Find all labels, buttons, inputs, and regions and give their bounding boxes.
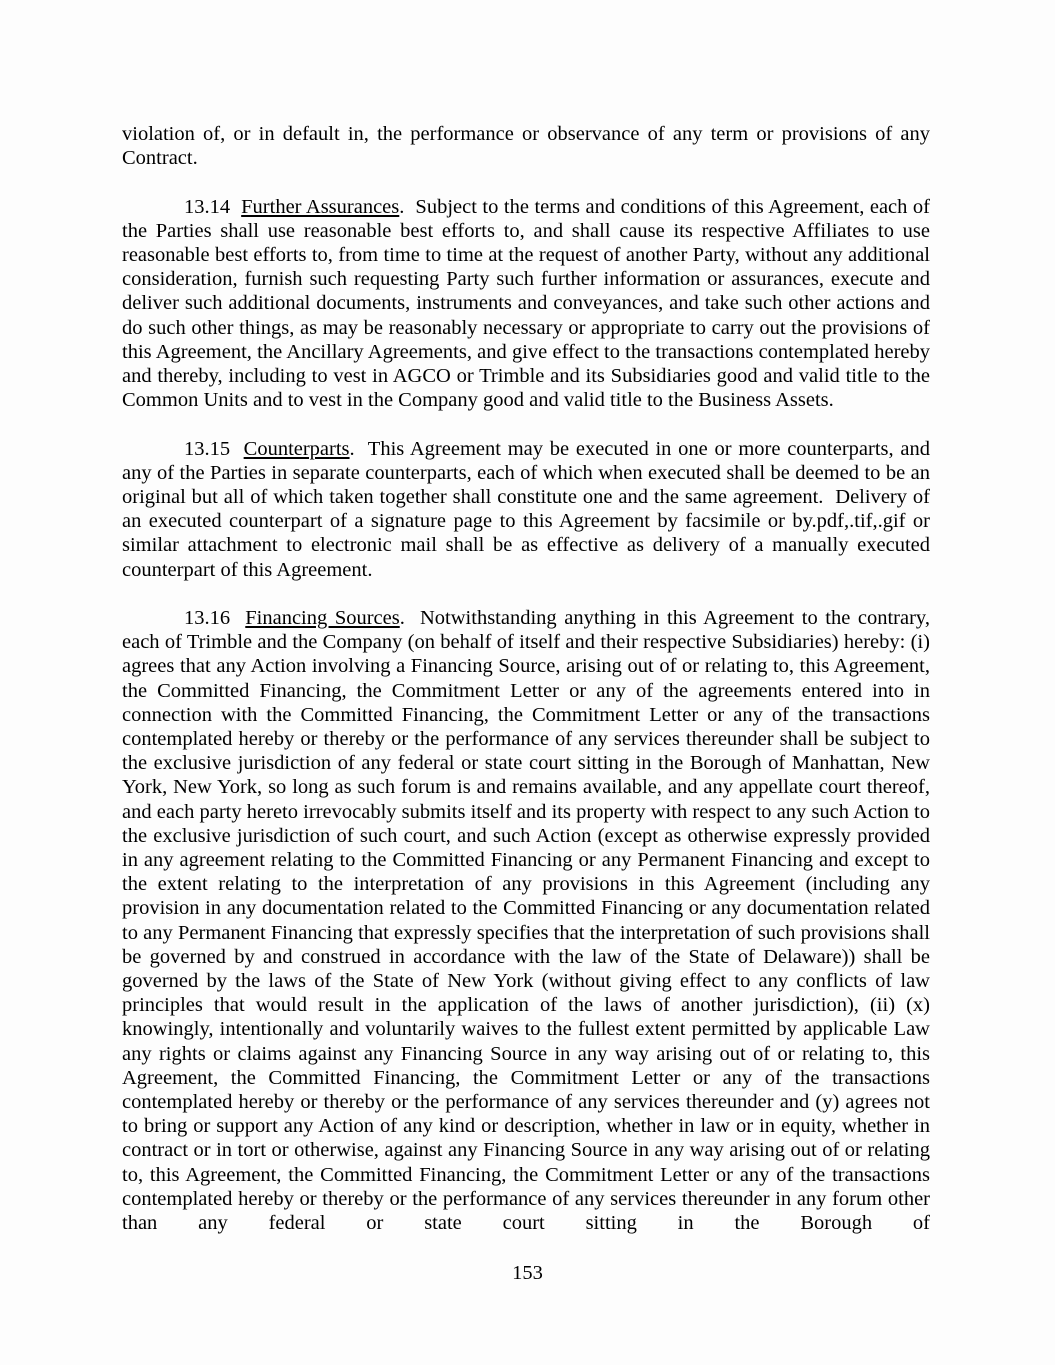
- section-heading: Counterparts: [243, 437, 350, 460]
- section-body: . Notwithstanding anything in this Agreement to the contrary, each of Trimble and the Company (on behalf of itself and their respective Subsidiaries) hereby: (i) agrees that any Action involving a Financing Source, arising out of or relating to, this Agreement, the Committed Financing, the Commitment Letter or any of the agreements entered into in connection with the Committed Financing, the Commitment Letter or any of the transactions contemplated hereby or thereby or the performance of any services thereunder shall be subject to the exclusive jurisdiction of any federal or state court sitting in the Borough of Manhattan, New York, New York, so long as such forum is and remains available, and any appellate court thereof, and each party hereto irrevocably submits itself and its property with respect to any such Action to the exclusive jurisdiction of such court, and such Action (except as otherwise expressly provided in any agreement relating to the Committed Financing or any Permanent Financing and except to the extent relating to the interpretation of any provisions in this Agreement (including any provision in any documentation related to the Committed Financing or any documentation related to any Permanent Financing that expressly specifies that the interpretation of such provisions shall be governed by and construed in accordance with the law of the State of Delaware)) shall be governed by the laws of the State of New York (without giving effect to any conflicts of law principles that would result in the application of the laws of another jurisdiction), (ii) (x) knowingly, intentionally and voluntarily waives to the fullest extent permitted by applicable Law any rights or claims against any Financing Source in any way arising out of or relating to, this Agreement, the Committed Financing, the Commitment Letter or any of the transactions contemplated hereby or thereby or the performance of any services thereunder and (y) agrees not to bring or support any Action of any kind or description, whether in law or in equity, whether in contract or in tort or otherwise, against any Financing Source in any way arising out of or relating to, this Agreement, the Committed Financing, the Commitment Letter or any of the transactions contemplated hereby or thereby or the performance of any services thereunder in any forum other than any federal or state court sitting in the Borough of: [122, 607, 936, 1235]
- section-number: 13.14: [184, 195, 242, 218]
- paragraph-continuation: violation of, or in default in, the performance or observance of any term or provisions of any Contract.: [122, 123, 936, 170]
- page-number: 153: [512, 1262, 543, 1284]
- section-heading: Financing Sources: [245, 607, 400, 630]
- section-body: . Subject to the terms and conditions of this Agreement, each of the Parties shall use reasonable best efforts to, and shall cause its respective Affiliates to use reasonable best efforts to, from time to time at the request of another Party, without any additional consideration, furnish such requesting Party such further information or assurances, execute and deliver such additional documents, instruments and conveyances, and take such other actions and do such other things, as may be reasonably necessary or appropriate to carry out the provisions of this Agreement, the Ancillary Agreements, and give effect to the transactions contemplated hereby and thereby, including to vest in AGCO or Trimble and its Subsidiaries good and valid title to the Common Units and to vest in the Company good and valid title to the Business Assets.: [122, 195, 936, 412]
- document-body: [122, 122, 936, 1259]
- section-body: . This Agreement may be executed in one or more counterparts, and any of the Parties in separate counterparts, each of which when executed shall be deemed to be an original but all of which taken together shall constitute one and the same agreement. Delivery of an executed counterpart of a signature page to this Agreement by facsimile or by.pdf,.tif,.gif or similar attachment to electronic mail shall be as effective as delivery of a manually executed counterpart of this Agreement.: [122, 437, 936, 581]
- section-13-16: [122, 606, 936, 1235]
- section-heading: Further Assurances: [241, 195, 400, 218]
- section-number: 13.15: [184, 437, 244, 460]
- section-13-14: [122, 195, 936, 413]
- section-number: 13.16: [184, 607, 246, 630]
- section-13-15: [122, 437, 936, 582]
